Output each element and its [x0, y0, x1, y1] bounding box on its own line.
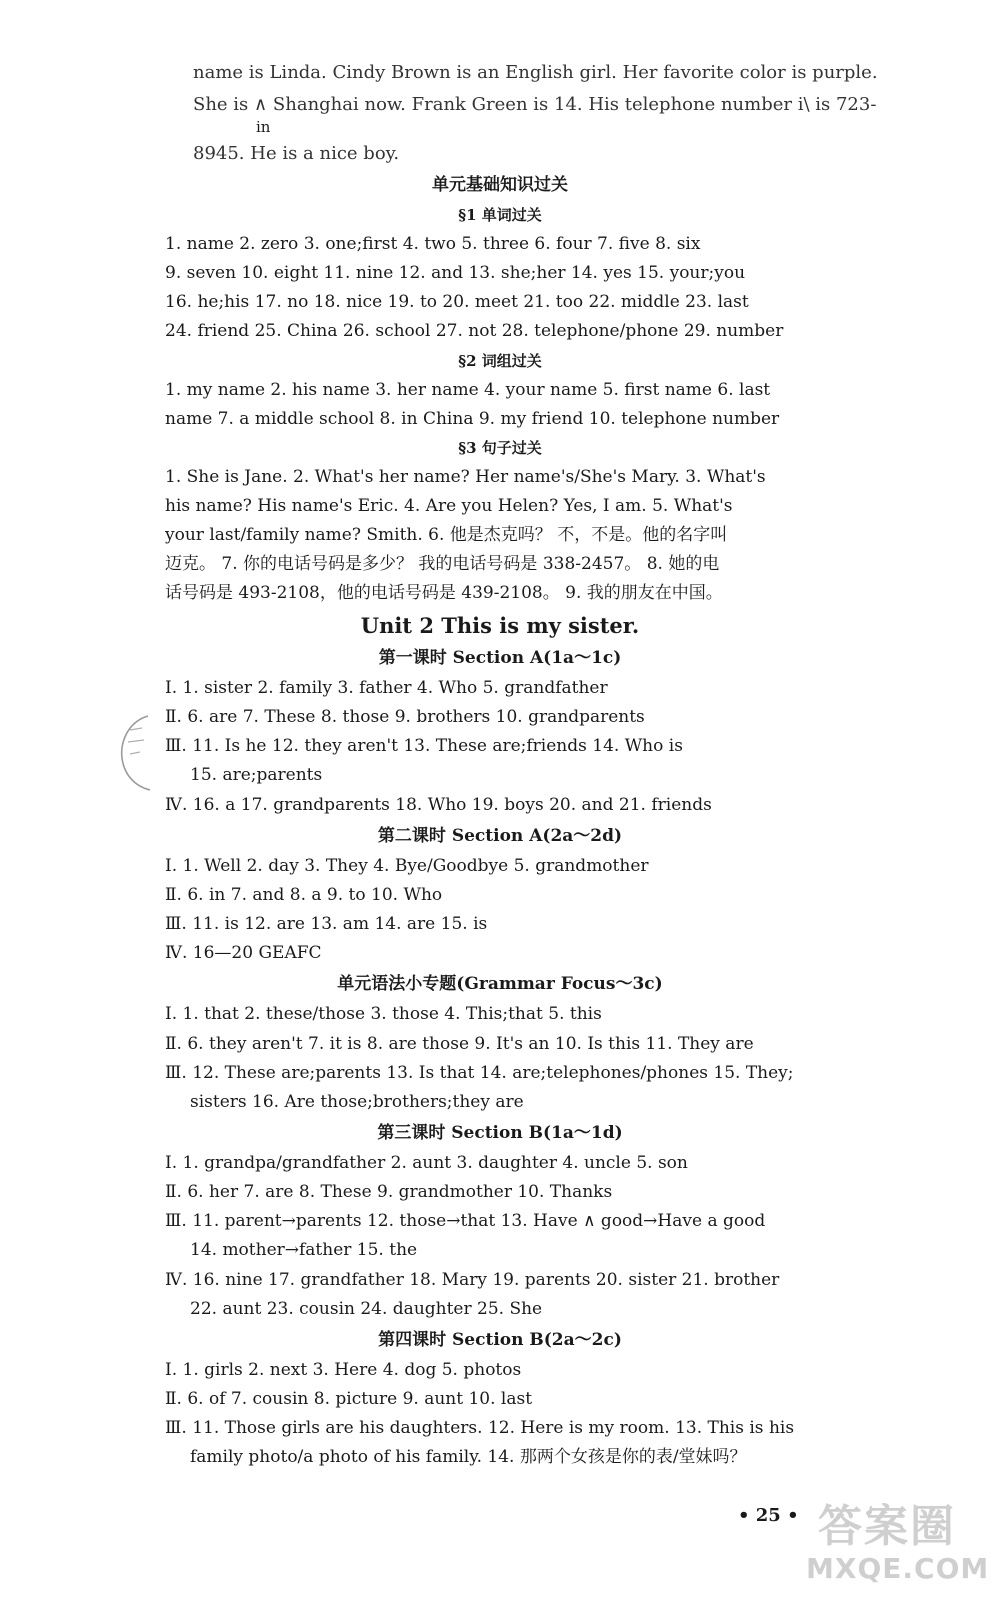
answer-line: Ⅰ. 1. grandpa/grandfather 2. aunt 3. daughter 4. uncle 5. son [165, 1153, 688, 1173]
lesson-title: 单元语法小专题(Grammar Focus～3c) [337, 974, 663, 994]
answer-line: Ⅲ. 12. These are;parents 13. Is that 14. are;telephones/phones 15. They; [165, 1063, 794, 1083]
answer-line: Ⅱ. 6. are 7. These 8. those 9. brothers 10. grandparents [165, 707, 645, 727]
answer-line: 1. my name 2. his name 3. her name 4. your name 5. first name 6. last [165, 380, 771, 400]
answer-line: 9. seven 10. eight 11. nine 12. and 13. she;her 14. yes 15. your;you [165, 263, 746, 283]
watermark-text: 答案圈 [818, 1501, 956, 1552]
answer-line: Ⅱ. 6. of 7. cousin 8. picture 9. aunt 10. last [165, 1389, 533, 1409]
answer-line: his name? His name's Eric. 4. Are you Helen? Yes, I am. 5. What's [165, 496, 733, 516]
text-line: She is ∧ Shanghai now. Frank Green is 14. His telephone number i\ is 723- [193, 94, 877, 115]
watermark-logo [806, 1490, 996, 1595]
answer-line: 16. he;his 17. no 18. nice 19. to 20. meet 21. too 22. middle 23. last [165, 292, 749, 312]
answer-line: Ⅳ. 16. nine 17. grandfather 18. Mary 19. parents 20. sister 21. brother [165, 1270, 780, 1290]
page-number: • 25 • [738, 1505, 799, 1526]
answer-line: 迈克。 7. 你的电话号码是多少？ 我的电话号码是 338-2457。 8. 她的电 [165, 554, 720, 574]
answer-line: Ⅱ. 6. in 7. and 8. a 9. to 10. Who [165, 885, 443, 905]
answer-line: 15. are;parents [190, 765, 323, 785]
answer-line: 1. name 2. zero 3. one;first 4. two 5. three 6. four 7. five 8. six [165, 234, 701, 254]
text-line: 8945. He is a nice boy. [193, 143, 400, 164]
lesson-title: 第二课时 Section A(2a～2d) [377, 826, 623, 846]
answer-line: Ⅲ. 11. parent→parents 12. those→that 13. Have ∧ good→Have a good [165, 1211, 766, 1231]
lesson-title: 第四课时 Section B(2a～2c) [378, 1330, 622, 1350]
answer-line: Ⅳ. 16. a 17. grandparents 18. Who 19. boys 20. and 21. friends [165, 795, 712, 815]
answer-line: Ⅲ. 11. Is he 12. they aren't 13. These are;friends 14. Who is [165, 736, 683, 756]
answer-line: 1. She is Jane. 2. What's her name? Her name's/She's Mary. 3. What's [165, 467, 766, 487]
lesson-title: 第一课时 Section A(1a～1c) [378, 648, 622, 668]
handwritten-insert-note: in [256, 118, 271, 136]
unit-title: Unit 2 This is my sister. [360, 613, 640, 638]
subsection-title: §1 单词过关 [458, 206, 542, 224]
answer-line: 22. aunt 23. cousin 24. daughter 25. She [190, 1299, 543, 1319]
answer-line: Ⅰ. 1. Well 2. day 3. They 4. Bye/Goodbye 5. grandmother [165, 856, 649, 876]
answer-line: 24. friend 25. China 26. school 27. not 28. telephone/phone 29. number [165, 321, 784, 341]
answer-line: Ⅱ. 6. they aren't 7. it is 8. are those 9. It's an 10. Is this 11. They are [165, 1034, 754, 1054]
answer-line: 14. mother→father 15. the [190, 1240, 418, 1260]
answer-line: Ⅰ. 1. that 2. these/those 3. those 4. This;that 5. this [165, 1004, 602, 1024]
answer-line: sisters 16. Are those;brothers;they are [190, 1092, 524, 1112]
answer-line: Ⅱ. 6. her 7. are 8. These 9. grandmother 10. Thanks [165, 1182, 613, 1202]
answer-line: Ⅰ. 1. sister 2. family 3. father 4. Who 5. grandfather [165, 678, 608, 698]
answer-line: name 7. a middle school 8. in China 9. my friend 10. telephone number [165, 409, 780, 429]
subsection-title: §3 句子过关 [458, 439, 542, 457]
subsection-title: §2 词组过关 [458, 352, 542, 370]
answer-line: family photo/a photo of his family. 14. 那两个女孩是你的表/堂妹吗？ [190, 1447, 747, 1467]
text-line: name is Linda. Cindy Brown is an English girl. Her favorite color is purple. [193, 62, 878, 83]
watermark-url: MXQE.COM [806, 1552, 990, 1585]
answer-line: Ⅰ. 1. girls 2. next 3. Here 4. dog 5. photos [165, 1360, 522, 1380]
pencil-scribble-icon [108, 712, 160, 794]
answer-line: Ⅳ. 16—20 GEAFC [165, 943, 322, 963]
answer-line: your last/family name? Smith. 6. 他是杰克吗？ 不，不是。他的名字叫 [165, 525, 728, 545]
answer-line: Ⅲ. 11. is 12. are 13. am 14. are 15. is [165, 914, 488, 934]
lesson-title: 第三课时 Section B(1a～1d) [377, 1123, 623, 1143]
section-title: 单元基础知识过关 [432, 175, 568, 195]
answer-line: 话号码是 493-2108，他的电话号码是 439-2108。 9. 我的朋友在中国。 [165, 583, 723, 603]
answer-line: Ⅲ. 11. Those girls are his daughters. 12. Here is my room. 13. This is his [165, 1418, 795, 1438]
